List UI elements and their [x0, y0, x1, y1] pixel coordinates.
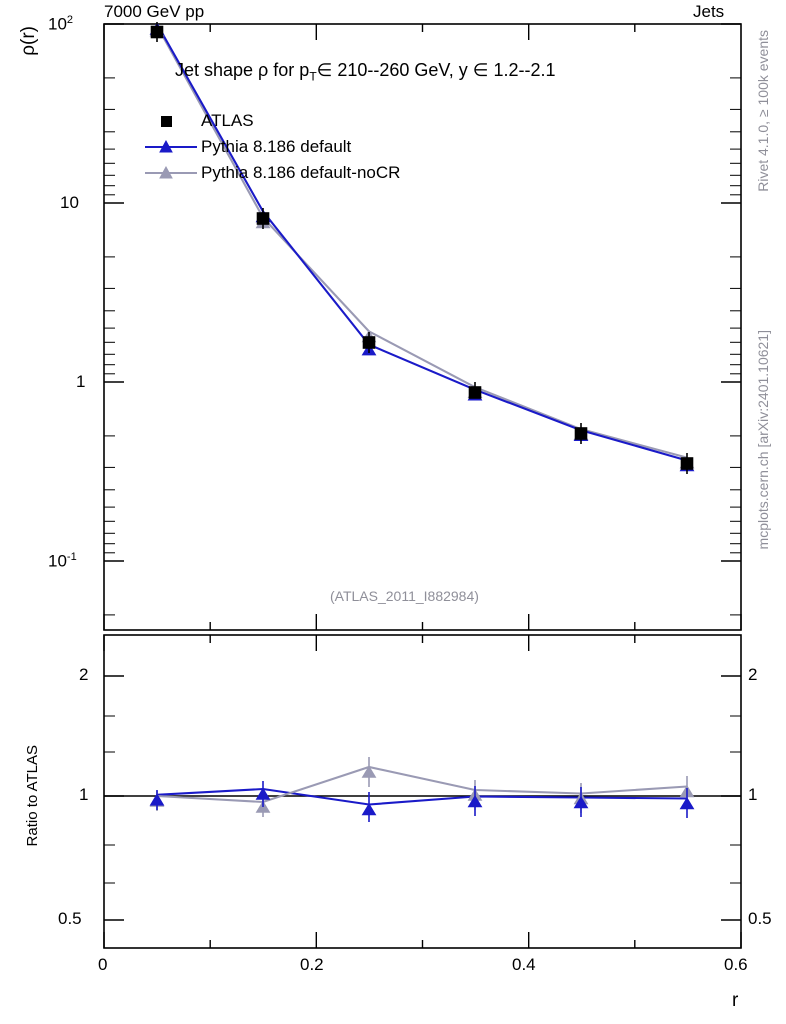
legend-item-nocr	[143, 160, 400, 186]
plot-title: Jet shape ρ for $p_T\in$ 210--260 GeV, y ∈ 1.2--2.1	[175, 60, 556, 84]
analysis-watermark: (ATLAS_2011_I882984)	[330, 588, 479, 604]
xtick-06: 0.6	[724, 955, 748, 974]
legend-marker-triangle-blue	[143, 137, 201, 157]
ratio-ytick-1-right: 1	[748, 785, 758, 804]
y-axis-label: ρ(r)	[18, 26, 39, 56]
header-right: Jets	[693, 2, 725, 21]
series-line-nocr	[157, 26, 687, 458]
xtick-04: 0.4	[512, 955, 536, 974]
ytick-1e2: $10^2$	[48, 14, 74, 34]
ratio-ytick-2-right: 2	[748, 665, 758, 684]
legend	[143, 108, 400, 186]
ratio-ytick-05-left: 0.5	[58, 909, 82, 928]
legend-marker-triangle-gray	[143, 163, 201, 183]
series-line-default	[157, 24, 687, 461]
xtick-02: 0.2	[300, 955, 324, 974]
side-note-rivet: Rivet 4.1.0, ≥ 100k events	[755, 30, 771, 192]
legend-item-atlas	[143, 108, 400, 134]
legend-label-atlas: ATLAS	[201, 111, 254, 130]
legend-item-default	[143, 134, 400, 160]
ytick-10: 10	[60, 193, 79, 212]
ytick-1: 1	[76, 372, 86, 391]
x-axis-label: r	[732, 990, 739, 1011]
legend-label-default: Pythia 8.186 default	[201, 137, 352, 156]
side-note-mcplots: mcplots.cern.ch [arXiv:2401.10621]	[755, 330, 771, 550]
ratio-ytick-2-left: 2	[79, 665, 89, 684]
ratio-y-axis-label: Ratio to ATLAS	[24, 745, 41, 847]
ratio-ytick-05-right: 0.5	[748, 909, 772, 928]
ytick-1e-1: $10^{-1}$	[48, 551, 77, 571]
xtick-0: 0	[98, 955, 108, 974]
legend-label-nocr: Pythia 8.186 default-noCR	[201, 163, 401, 182]
header-left: 7000 GeV pp	[104, 2, 205, 21]
legend-marker-square	[143, 111, 201, 131]
ratio-ytick-1-left: 1	[79, 785, 89, 804]
